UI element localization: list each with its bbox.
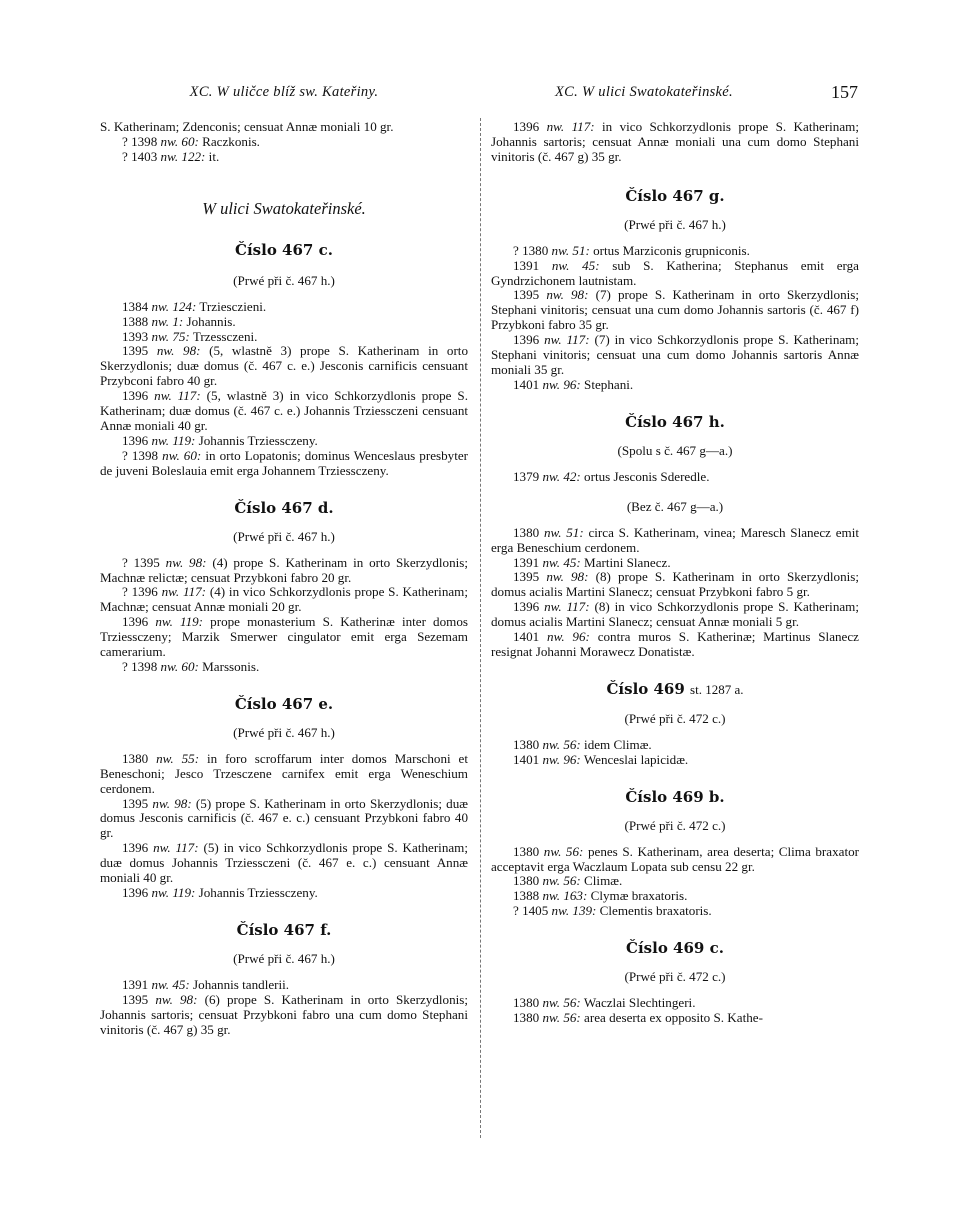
entry: 1380 nw. 56: area deserta ex opposito S. Kathe- <box>513 1010 763 1026</box>
right-column <box>491 120 859 1026</box>
entry: ? 1396 nw. 117: (4) in vico Schkorzydlonis prope S. Katherinam; Machnæ; censuat Annæ moniali 20 gr. <box>100 584 468 615</box>
section-subheading: (Prwé při č. 467 h.) <box>233 528 335 544</box>
entry: 1380 nw. 51: circa S. Katherinam, vinea; Maresch Slanecz emit erga Beneschium cerdonem. <box>491 524 860 555</box>
entry: 1395 nw. 98: (5, wlastně 3) prope S. Katherinam in orto Skerzydlonis; duæ domus (č. 467 c. e.) Jesconis carnificis censuant Przybconi fabro 40 gr. <box>100 343 468 389</box>
section-subheading: (Prwé při č. 467 h.) <box>233 724 335 740</box>
entry: ? 1380 nw. 51: ortus Marziconis grupniconis. <box>513 242 750 258</box>
entry: 1396 nw. 119: prope monasterium S. Katherinæ inter domos Trziessczeny; Marzik Smerwer cingulator emit erga Sezemam camerarium. <box>100 614 468 660</box>
entry: 1380 nw. 56: penes S. Katherinam, area deserta; Clima braxator acceptavit erga Waczlaum Lopata sub censu 22 gr. <box>491 843 860 874</box>
section-heading <box>491 680 859 699</box>
entry: 1393 nw. 75: Trzessczeni. <box>122 328 258 344</box>
entry: 1395 nw. 98: (5) prope S. Katherinam in orto Skerzydlonis; duæ domus Jesconis carnificis (č. 467 e. c.) censuant Przybkoni fabro 40 gr. <box>100 795 469 841</box>
section-heading: Číslo 467 g. <box>625 186 725 205</box>
section-subheading: (Prwé při č. 467 h.) <box>624 216 726 232</box>
section-heading: Číslo 467 d. <box>234 498 334 517</box>
running-head-left: XC. W uličce blíž sw. Kateřiny. <box>189 84 379 100</box>
entry: 1380 nw. 55: in foro scroffarum inter domos Marschoni et Beneschoni; Jesco Trzesczene carnifex emit erga Weneschium cerdonem. <box>100 750 469 796</box>
entry: 1395 nw. 98: (7) prope S. Katherinam in orto Skerzydlonis; Stephani vinitoris; censuat una cum domo Johannis sartoris (č. 467 f) Przybkoni fabro 35 gr. <box>491 287 859 333</box>
street-heading: W ulici Swatokateřinské. <box>202 198 366 218</box>
section-heading: Číslo 467 h. <box>625 412 725 431</box>
page-number: 157 <box>831 82 858 102</box>
entry: ? 1398 nw. 60: in orto Lopatonis; dominus Wenceslaus presbyter de juveni Boleslauia emit erga Johannem Trziessczeny. <box>100 447 468 478</box>
entry: 1380 nw. 56: idem Climæ. <box>513 736 652 752</box>
entry: ? 1405 nw. 139: Clementis braxatoris. <box>513 903 712 919</box>
section-subheading: (Spolu s č. 467 g—a.) <box>617 442 733 458</box>
section-subheading: (Prwé při č. 472 c.) <box>624 969 726 985</box>
entry: 1391 nw. 45: sub S. Katherina; Stephanus emit erga Gyndrzichonem lautnistam. <box>491 257 859 288</box>
section-heading: Číslo 467 f. <box>236 920 332 939</box>
entry: 1401 nw. 96: Stephani. <box>513 376 634 392</box>
section-heading-number: Číslo 469 <box>606 679 685 698</box>
entry: ? 1398 nw. 60: Raczkonis. <box>122 133 260 149</box>
section-subheading: (Prwé při č. 467 h.) <box>233 272 335 288</box>
entry: 1396 nw. 117: (8) in vico Schkorzydlonis prope S. Katherinam; domus acialis Martini Slanecz; censuat Annæ moniali 5 gr. <box>491 599 860 630</box>
entry: 1396 nw. 117: (5) in vico Schkorzydlonis prope S. Katherinam; duæ domus Johannis Trziessczeni (č. 467 e. c.) censuant Annæ moniali 40 gr. <box>100 840 469 886</box>
entry: 1395 nw. 98: (6) prope S. Katherinam in orto Skerzydlonis; Johannis sartoris; censuat Przybkoni fabro una cum domo Stephani vinitoris (č. 467 g) 35 gr. <box>100 991 468 1037</box>
running-head-right: XC. W ulici Swatokateřinské. <box>555 84 733 100</box>
entry: 1388 nw. 163: Clymæ braxatoris. <box>513 888 688 904</box>
entry: 1391 nw. 45: Johannis tandlerii. <box>122 976 290 992</box>
entry: ? 1395 nw. 98: (4) prope S. Katherinam in orto Skerzydlonis; Machnæ relictæ; censuat Przybkoni fabro 20 gr. <box>100 554 468 585</box>
entry: 1396 nw. 117: (7) in vico Schkorzydlonis prope S. Katherinam; Stephani vinitoris; censuat una cum domo Johannis sartoris Annæ moniali 35 gr. <box>491 332 860 377</box>
section-heading: Číslo 467 c. <box>235 240 333 259</box>
entry: 1396 nw. 119: Johannis Trziessczeny. <box>122 432 318 448</box>
entry: 1380 nw. 56: Waczlai Slechtingeri. <box>513 995 696 1011</box>
section-subheading: (Bez č. 467 g—a.) <box>626 498 724 514</box>
entry: 1396 nw. 117: in vico Schkorzydlonis prope S. Katherinam; Johannis sartoris; censuat Annæ moniali una cum domo Stephani vinitoris (č. 467 g) 35 gr. <box>491 119 859 164</box>
entry: 1401 nw. 96: Wenceslai lapicidæ. <box>513 751 689 767</box>
section-heading: Číslo 469 b. <box>625 787 725 806</box>
entry: 1391 nw. 45: Martini Slanecz. <box>513 554 671 570</box>
entry: 1388 nw. 1: Johannis. <box>122 313 236 329</box>
entry: S. Katherinam; Zdenconis; censuat Annæ moniali 10 gr. <box>100 119 394 134</box>
entry: 1379 nw. 42: ortus Jesconis Sderedle. <box>513 468 710 484</box>
entry: 1384 nw. 124: Trziesczieni. <box>122 298 267 314</box>
section-heading: Číslo 469 c. <box>626 939 724 958</box>
entry: ? 1403 nw. 122: it. <box>122 148 220 164</box>
left-column <box>100 120 468 1038</box>
entry: 1380 nw. 56: Climæ. <box>513 873 623 889</box>
section-heading: Číslo 467 e. <box>234 694 334 713</box>
section-subheading: (Prwé při č. 467 h.) <box>233 950 335 966</box>
entry: 1396 nw. 119: Johannis Trziessczeny. <box>122 885 318 900</box>
entry: ? 1398 nw. 60: Marssonis. <box>122 658 260 674</box>
section-subheading: (Prwé při č. 472 c.) <box>624 710 726 726</box>
entry: 1401 nw. 96: contra muros S. Katherinæ; Martinus Slanecz resignat Johanni Morawecz Donatistæ. <box>491 629 859 659</box>
entry: 1396 nw. 117: (5, wlastně 3) in vico Schkorzydlonis prope S. Katherinam; duæ domus (č. 467 c. e.) Johannis Trziessczeni censuant Annæ moniali 40 gr. <box>100 388 468 433</box>
section-heading-old-number: st. 1287 a. <box>690 681 744 697</box>
section-subheading: (Prwé při č. 472 c.) <box>624 817 726 833</box>
column-divider <box>480 118 481 1138</box>
entry: 1395 nw. 98: (8) prope S. Katherinam in orto Skerzydlonis; domus acialis Martini Slanecz; censuat Przybkoni fabro 5 gr. <box>491 569 859 600</box>
